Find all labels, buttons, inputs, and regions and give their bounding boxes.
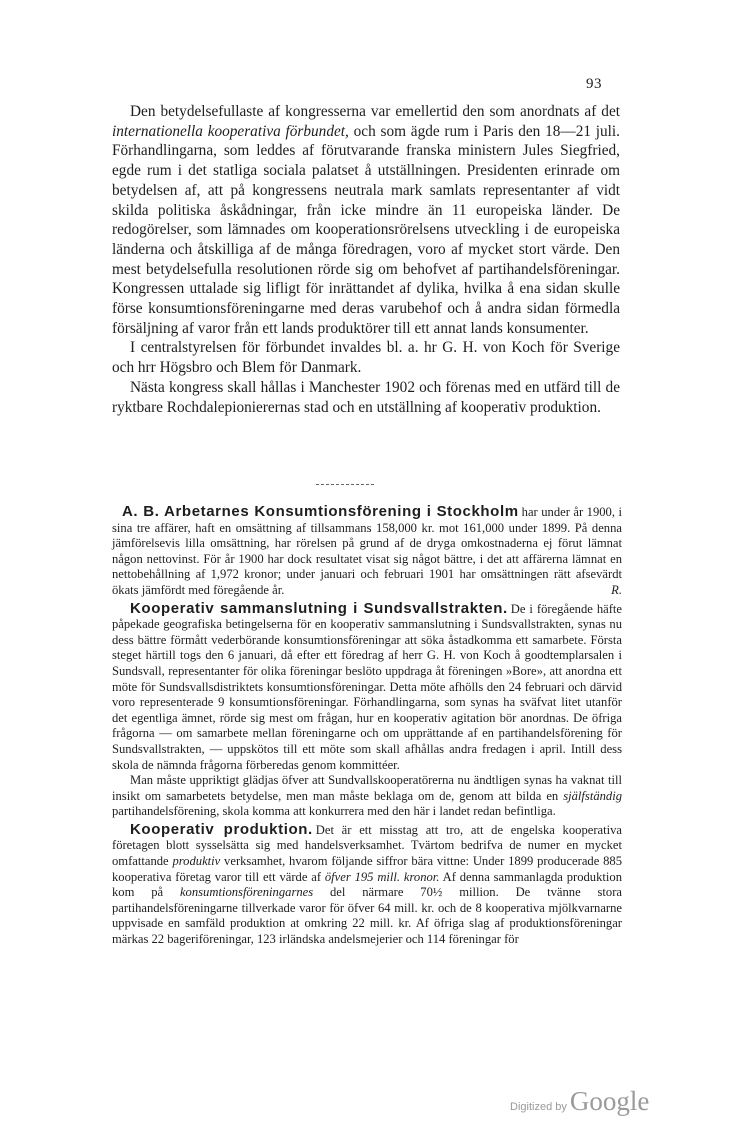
article-text: De i föregående häfte påpekade geografiska betingelserna för en kooperativ sammanslutning i Sundsvallstrakten, synas nu dess bättre förmått vederbörande konsumtionsföreningar att söka åstadkomma ett samarbete. Första steget härtill togs den 6 januari, då efter ett föredrag af herr G. H. von Koch å goodtemplarsalen i Sundsvall, representanter för olika föreningar beslöto uppdraga åt föreningen »Bore», att anordna ett möte för Sundsvallsdistriktets konsumtionsföreningar. Detta möte afhölls den 24 februari och därvid voro representerade 9 konsumtionsföreningar. Förhandlingarna, som synas ha sväfvat litet utanför det egentliga ämnet, rörde sig mest om frågan, hur en kooperativ agitation bör anordnas. De öfriga frågorna — om samarbete mellan föreningarne och om upprättande af en partihandelsförening för Sundsvallstrakten, — uppskötos till ett möte som skall afhållas andra fredagen i april. Intill dess skola de nämnda frågorna förberedas genom kommittéer. [112,601,623,772]
article-heading: Kooperativ sammanslutning i Sundsvallstrakten. [130,599,508,617]
article-produktion-body [112,822,622,948]
article-emphasis: konsumtionsföreningarnes [179,885,314,900]
section-separator [316,484,374,485]
article-text: verksamhet, hvarom följande siffror bära vittne: Under 1899 producerade 885 kooperativa företag varor till ett värde af [112,854,623,884]
intro-text-continued: och som ägde rum i Paris den 18—21 juli. Förhandlingarna, som leddes af förutvarande franska ministern Jules Siegfried, egde rum i det statliga sociala palatset å utställningen. Presidenten erinrade om betydelsen af, att på kongressens neutrala mark samlats representanter af vidt skilda politiska åskådningar, från icke mindre än 11 europeiska länder. De redogörelser, som lämnades om kooperationsrörelsens utveckling i de europeiska länderna och åtskilliga af de många föredragen, voro af mycket stort värde. Den mest betydelsefulla resolutionen rörde sig om behofvet af partihandelsföreningar. Kongressen uttalade sig lifligt för inrättandet af dylika, hvilka å ena sidan skulle förse konsumtionsföreningarne med deras varubehof och å andra sidan förmedla försäljning af varor från ett lands produktörer till ett annat lands konsumenter. [112,122,620,337]
intro-paragraph-1 [112,102,620,338]
intro-text: Den betydelsefullaste af kongresserna var emellertid den som anordnats af det [130,103,620,120]
article-heading: A. B. Arbetarnes Konsumtionsförening i Stockholm [122,503,519,520]
article-sundsvall [112,601,622,820]
article-emphasis: produktiv [172,854,221,869]
article-text: har under år 1900, i sina tre affärer, haft en omsättning af tillsammans 158,000 kr. mot 161,000 under 1899. På denna jämförelsevis lilla omsättning, har rörelsen på grund af de dryga omkostnaderna ej förut lämnat någon nettovinst. För år 1900 har dock resultatet visat sig något bättre, i det att affärerna lämnat en nettobehållning af 1,972 kronor; under januari och februari 1901 har omsättningen rätt afsevärdt ökats jämfördt med föregående år. [112,505,622,597]
article-text-continued: partihandelsförening, skola komma att konkurrera med den här i landet redan befintliga. [112,804,556,819]
article-text: Det är ett misstag att tro, att de engelska kooperativa företagen blott sysselsätta sig med handelsverksamhet. Tvärtom bedrifva de numer en mycket omfattande [112,822,623,869]
digitized-by-google-watermark [510,1086,649,1117]
watermark-prefix: Digitized by [510,1101,567,1113]
article-emphasis: själfständig [563,788,622,803]
article-produktion [112,822,622,948]
article-sundsvall-body [112,601,622,774]
news-items [112,504,622,948]
intro-section [112,102,620,417]
article-arbetarnes [112,504,622,599]
intro-paragraph-2: I centralstyrelsen för förbundet invaldes bl. a. hr G. H. von Koch för Sverige och hrr Högsbro och Blem för Danmark. [112,339,620,377]
watermark-brand: Google [569,1086,650,1116]
article-text: del närmare 70½ million. De tvänne stora partihandelsföreningarne tillverkade varor för öfver 64 mill. kr. och de 8 kooperativa mjölkvarnarne uppvisade en samfäld produktion at omkring 22 mill. kr. Af öfriga slag af produktionsföreningar märkas 22 bageriföreningar, 123 irländska andelsmejerier och 114 föreningar för [112,885,622,947]
intro-paragraph-3: Nästa kongress skall hållas i Manchester 1902 och förenas med en utfärd till de ryktbare Rochdalepionierernas stad och en utställning af kooperativ produktion. [112,378,620,416]
article-text: Af denna sammanlagda produktion kom på [112,869,622,900]
article-signature: R. [611,582,622,597]
article-text: Man måste uppriktigt glädjas öfver att Sundvallskooperatörerna nu ändtligen synas ha vaknat till insikt om samarbetets betydelse, men man måste beklaga om de, genom att bilda en [112,773,622,803]
article-emphasis: öfver 195 mill. kronor. [324,869,440,884]
article-sundsvall-body-2 [112,773,622,820]
article-arbetarnes-body [112,504,622,599]
article-heading: Kooperativ produktion. [130,820,313,838]
intro-emphasis: internationella kooperativa förbundet, [112,122,349,140]
page-number: 93 [586,76,602,92]
